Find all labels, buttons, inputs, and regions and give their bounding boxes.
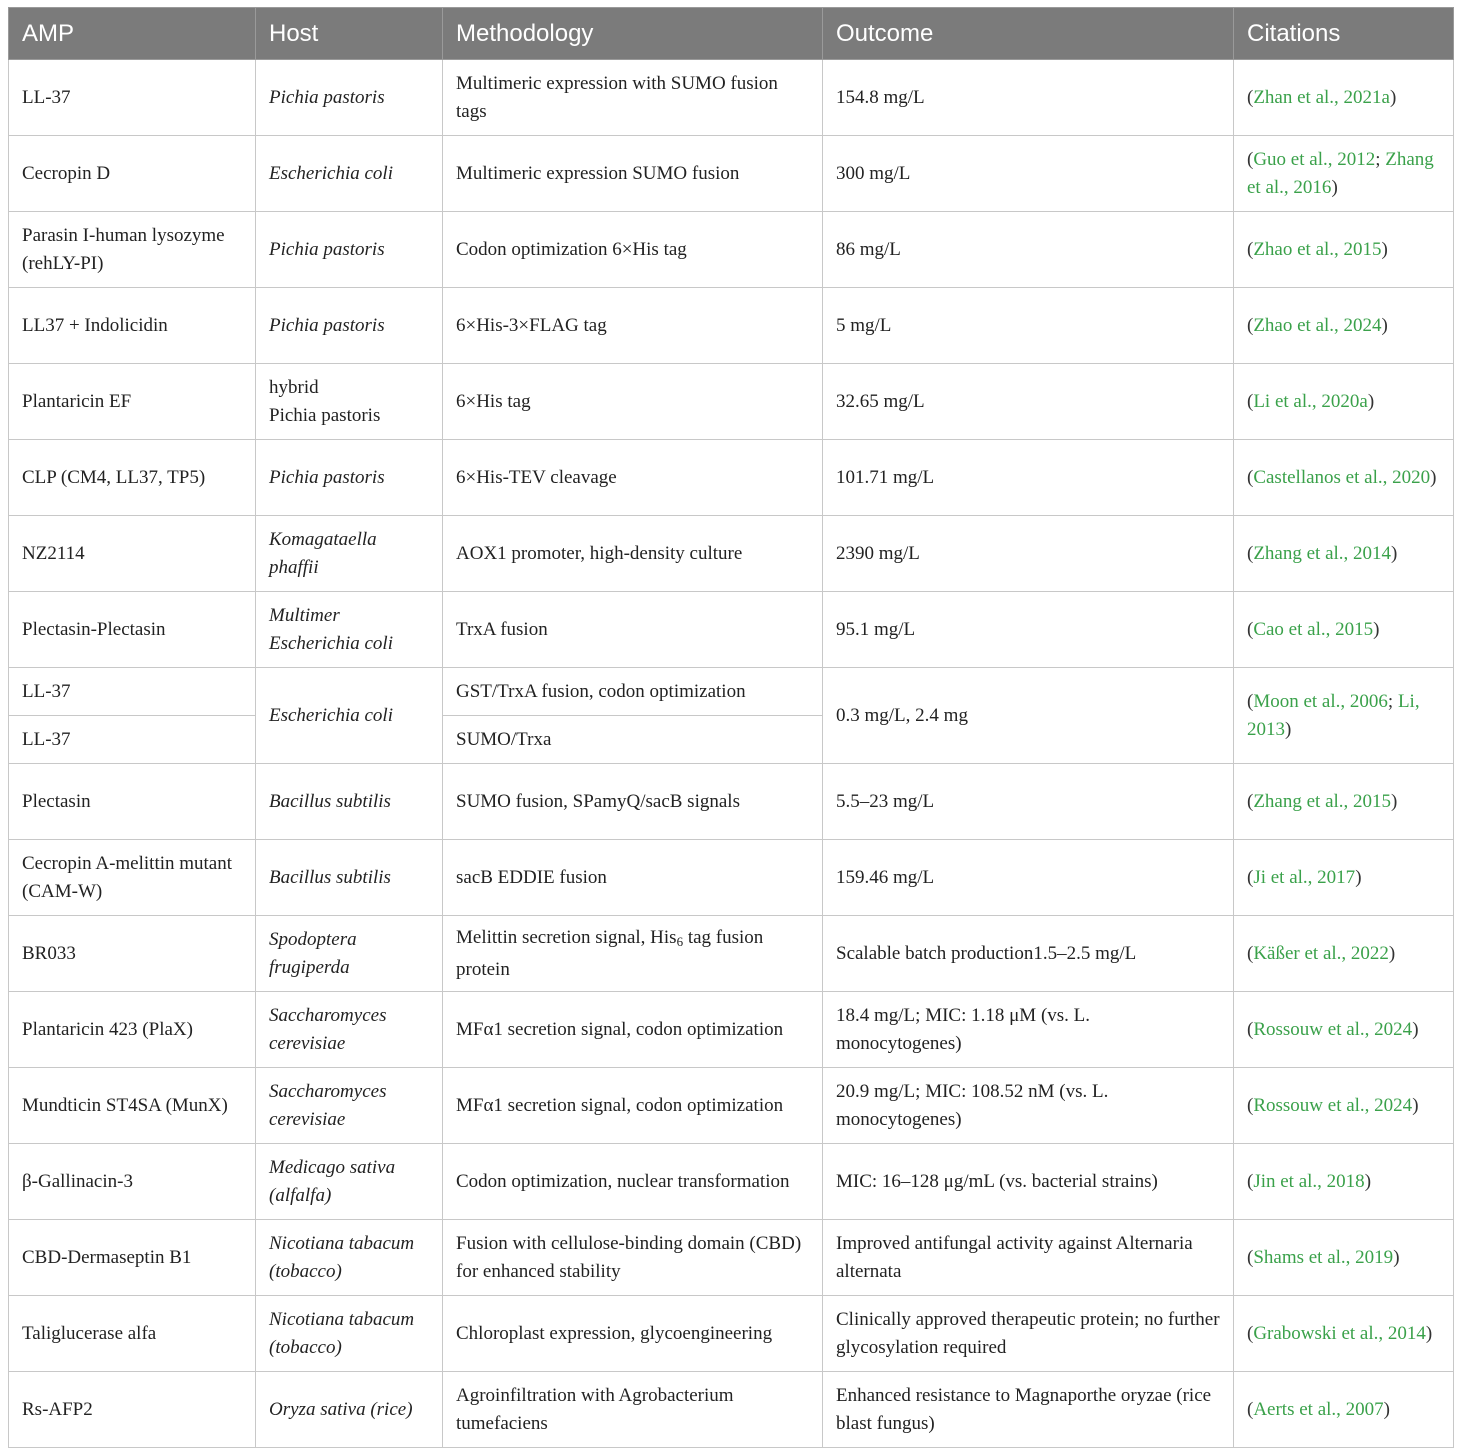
host-cell [256, 364, 443, 440]
method-cell: MFα1 secretion signal, codon optimization [443, 1068, 823, 1144]
table-row [9, 840, 1454, 916]
citation-link[interactable]: Zhang et al., 2016 [1247, 148, 1434, 198]
method-cell: Melittin secretion signal, His$_6$ tag fusion protein [443, 916, 823, 992]
table-row [9, 60, 1454, 136]
method-cell: 6×His-3×FLAG tag [443, 288, 823, 364]
host-cell: Bacillus subtilis [256, 840, 443, 916]
outcome-cell: Scalable batch production1.5–2.5 mg/L [823, 916, 1234, 992]
table-row [9, 136, 1454, 212]
citation-cell: (Ji et al., 2017) [1234, 840, 1454, 916]
citation-cell: (Rossouw et al., 2024) [1234, 992, 1454, 1068]
column-header: AMP [9, 8, 256, 60]
host-cell: Pichia pastoris [256, 288, 443, 364]
outcome-cell: Improved antifungal activity against Alternaria alternata [823, 1220, 1234, 1296]
host-cell: Oryza sativa (rice) [256, 1372, 443, 1448]
method-cell: sacB EDDIE fusion [443, 840, 823, 916]
column-header: Host [256, 8, 443, 60]
citation-cell: (Jin et al., 2018) [1234, 1144, 1454, 1220]
method-cell: SUMO fusion, SPamyQ/sacB signals [443, 764, 823, 840]
amp-cell: β-Gallinacin-3 [9, 1144, 256, 1220]
citation-link[interactable]: Castellanos et al., 2020 [1253, 466, 1431, 488]
method-cell: TrxA fusion [443, 592, 823, 668]
outcome-cell: 32.65 mg/L [823, 364, 1234, 440]
citation-link[interactable]: Zhao et al., 2015 [1253, 238, 1382, 260]
amp-table [8, 7, 1454, 1448]
citation-cell: (Zhan et al., 2021a) [1234, 60, 1454, 136]
citation-link[interactable]: Guo et al., 2012 [1253, 148, 1376, 170]
outcome-cell: 20.9 mg/L; MIC: 108.52 nM (vs. L. monocytogenes) [823, 1068, 1234, 1144]
citation-cell: (Castellanos et al., 2020) [1234, 440, 1454, 516]
outcome-cell: 86 mg/L [823, 212, 1234, 288]
citation-link[interactable]: Aerts et al., 2007 [1253, 1398, 1384, 1420]
column-header: Outcome [823, 8, 1234, 60]
table-row [9, 1220, 1454, 1296]
outcome-cell: 159.46 mg/L [823, 840, 1234, 916]
table-row [9, 516, 1454, 592]
method-cell: Agroinfiltration with Agrobacterium tumefaciens [443, 1372, 823, 1448]
table-row [9, 592, 1454, 668]
citation-link[interactable]: Käßer et al., 2022 [1253, 942, 1389, 964]
citation-cell: (Grabowski et al., 2014) [1234, 1296, 1454, 1372]
amp-cell: LL-37 [9, 668, 256, 716]
citation-cell: (Zhang et al., 2015) [1234, 764, 1454, 840]
citation-cell: (Zhao et al., 2015) [1234, 212, 1454, 288]
host-cell: Nicotiana tabacum (tobacco) [256, 1220, 443, 1296]
host-cell: Komagataella phaffii [256, 516, 443, 592]
citation-cell: (Guo et al., 2012; Zhang et al., 2016) [1234, 136, 1454, 212]
citation-link[interactable]: Jin et al., 2018 [1253, 1170, 1365, 1192]
method-cell: SUMO/Trxa [443, 716, 823, 764]
host-cell: Escherichia coli [256, 668, 443, 764]
table-header-row [9, 8, 1454, 60]
host-cell: Multimer Escherichia coli [256, 592, 443, 668]
amp-cell: NZ2114 [9, 516, 256, 592]
table-row [9, 916, 1454, 992]
method-cell: Multimeric expression with SUMO fusion tags [443, 60, 823, 136]
amp-cell: Plantaricin EF [9, 364, 256, 440]
outcome-cell: 18.4 mg/L; MIC: 1.18 μM (vs. L. monocytogenes) [823, 992, 1234, 1068]
table-row [9, 668, 1454, 716]
citation-link[interactable]: Rossouw et al., 2024 [1253, 1094, 1413, 1116]
citation-cell: (Zhang et al., 2014) [1234, 516, 1454, 592]
citation-cell: (Aerts et al., 2007) [1234, 1372, 1454, 1448]
citation-link[interactable]: Zhan et al., 2021a [1253, 86, 1390, 108]
method-cell: GST/TrxA fusion, codon optimization [443, 668, 823, 716]
outcome-cell: MIC: 16–128 μg/mL (vs. bacterial strains) [823, 1144, 1234, 1220]
table-row [9, 1296, 1454, 1372]
citation-cell: (Li et al., 2020a) [1234, 364, 1454, 440]
host-cell: Pichia pastoris [256, 60, 443, 136]
citation-cell: (Moon et al., 2006; Li, 2013) [1234, 668, 1454, 764]
method-cell: 6×His tag [443, 364, 823, 440]
host-cell: Pichia pastoris [256, 440, 443, 516]
outcome-cell: 2390 mg/L [823, 516, 1234, 592]
outcome-cell: 300 mg/L [823, 136, 1234, 212]
table-row [9, 1372, 1454, 1448]
citation-link[interactable]: Grabowski et al., 2014 [1253, 1322, 1426, 1344]
column-header: Citations [1234, 8, 1454, 60]
amp-cell: Plantaricin 423 (PlaX) [9, 992, 256, 1068]
amp-cell: Rs-AFP2 [9, 1372, 256, 1448]
outcome-cell: 101.71 mg/L [823, 440, 1234, 516]
host-cell: Escherichia coli [256, 136, 443, 212]
outcome-cell: 5.5–23 mg/L [823, 764, 1234, 840]
host-name: Pichia pastoris [269, 404, 381, 426]
host-cell: Pichia pastoris [256, 212, 443, 288]
citation-link[interactable]: Zhao et al., 2024 [1253, 314, 1382, 336]
table-row [9, 764, 1454, 840]
citation-link[interactable]: Cao et al., 2015 [1253, 618, 1374, 640]
table-row [9, 440, 1454, 516]
table-row [9, 212, 1454, 288]
citation-link[interactable]: Zhang et al., 2015 [1253, 790, 1392, 812]
method-cell: Chloroplast expression, glycoengineering [443, 1296, 823, 1372]
host-prefix: hybrid [269, 376, 319, 398]
amp-cell: Parasin I-human lysozyme (rehLY-PI) [9, 212, 256, 288]
host-cell: Medicago sativa (alfalfa) [256, 1144, 443, 1220]
outcome-cell: 0.3 mg/L, 2.4 mg [823, 668, 1234, 764]
table-row [9, 288, 1454, 364]
citation-link[interactable]: Zhang et al., 2014 [1253, 542, 1392, 564]
amp-cell: Taliglucerase alfa [9, 1296, 256, 1372]
table-row [9, 364, 1454, 440]
citation-cell: (Käßer et al., 2022) [1234, 916, 1454, 992]
citation-link[interactable]: Ji et al., 2017 [1253, 866, 1356, 888]
method-cell: 6×His-TEV cleavage [443, 440, 823, 516]
method-cell: Codon optimization 6×His tag [443, 212, 823, 288]
citation-cell: (Shams et al., 2019) [1234, 1220, 1454, 1296]
column-header: Methodology [443, 8, 823, 60]
citation-cell: (Rossouw et al., 2024) [1234, 1068, 1454, 1144]
subscript: 6 [676, 933, 684, 949]
amp-cell: Plectasin [9, 764, 256, 840]
host-cell: Spodoptera frugiperda [256, 916, 443, 992]
citation-link[interactable]: Li, 2013 [1247, 690, 1420, 740]
outcome-cell: 5 mg/L [823, 288, 1234, 364]
amp-cell: LL-37 [9, 60, 256, 136]
amp-cell: Cecropin D [9, 136, 256, 212]
host-cell: Nicotiana tabacum (tobacco) [256, 1296, 443, 1372]
amp-cell: CLP (CM4, LL37, TP5) [9, 440, 256, 516]
host-cell: Bacillus subtilis [256, 764, 443, 840]
amp-cell: CBD-Dermaseptin B1 [9, 1220, 256, 1296]
outcome-cell: Clinically approved therapeutic protein; no further glycosylation required [823, 1296, 1234, 1372]
amp-cell: BR033 [9, 916, 256, 992]
method-cell: Fusion with cellulose-binding domain (CBD) for enhanced stability [443, 1220, 823, 1296]
method-cell: MFα1 secretion signal, codon optimization [443, 992, 823, 1068]
method-cell: Multimeric expression SUMO fusion [443, 136, 823, 212]
table-row [9, 1144, 1454, 1220]
host-cell: Saccharomyces cerevisiae [256, 992, 443, 1068]
amp-cell: Cecropin A-melittin mutant (CAM-W) [9, 840, 256, 916]
amp-cell: Mundticin ST4SA (MunX) [9, 1068, 256, 1144]
citation-link[interactable]: Li et al., 2020a [1253, 390, 1368, 412]
table-row [9, 1068, 1454, 1144]
citation-cell: (Cao et al., 2015) [1234, 592, 1454, 668]
table-row [9, 992, 1454, 1068]
host-cell: Saccharomyces cerevisiae [256, 1068, 443, 1144]
amp-cell: LL37 + Indolicidin [9, 288, 256, 364]
outcome-cell: 95.1 mg/L [823, 592, 1234, 668]
amp-cell: Plectasin-Plectasin [9, 592, 256, 668]
method-cell: AOX1 promoter, high-density culture [443, 516, 823, 592]
method-cell: Codon optimization, nuclear transformation [443, 1144, 823, 1220]
citation-link[interactable]: Shams et al., 2019 [1253, 1246, 1394, 1268]
outcome-cell: 154.8 mg/L [823, 60, 1234, 136]
citation-cell: (Zhao et al., 2024) [1234, 288, 1454, 364]
outcome-cell: Enhanced resistance to Magnaporthe oryzae (rice blast fungus) [823, 1372, 1234, 1448]
amp-cell: LL-37 [9, 716, 256, 764]
citation-link[interactable]: Moon et al., 2006 [1253, 690, 1388, 712]
citation-link[interactable]: Rossouw et al., 2024 [1253, 1018, 1413, 1040]
